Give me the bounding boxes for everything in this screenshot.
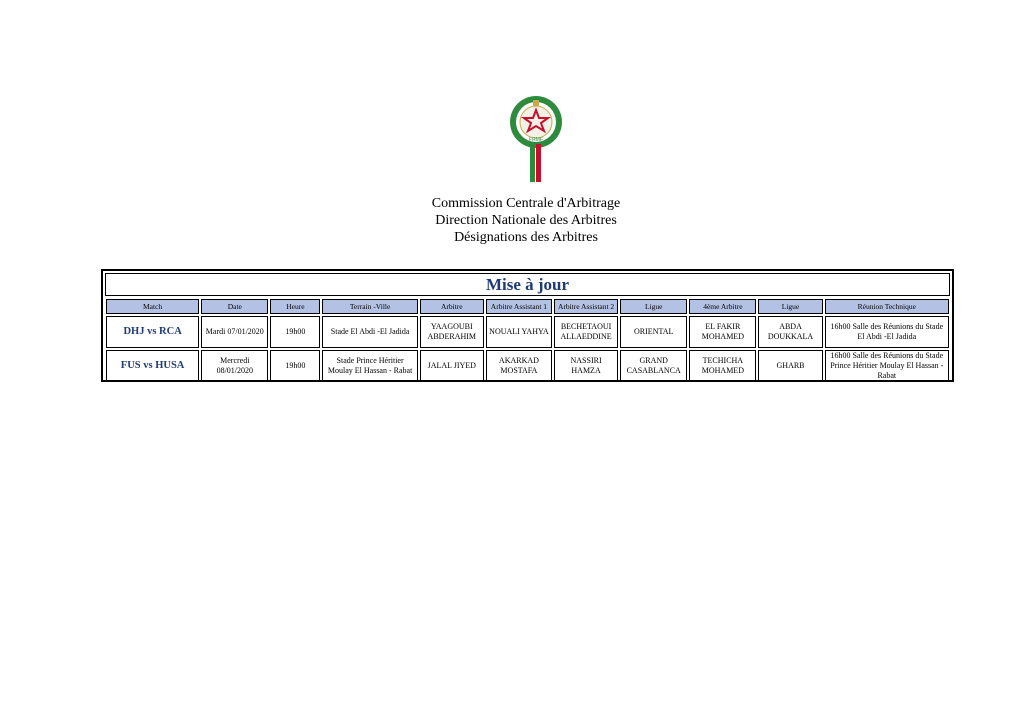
col-header-match: Match xyxy=(106,299,199,314)
cell-ligue: ORIENTAL xyxy=(620,316,687,348)
designations-table xyxy=(101,269,954,382)
cell-arbitre: JALAL JIYED xyxy=(420,350,484,382)
cell-ligue-2: GHARB xyxy=(758,350,822,382)
table-row xyxy=(106,316,949,348)
cell-ligue: GRAND CASABLANCA xyxy=(620,350,687,382)
cell-ligue-2: ABDA DOUKKALA xyxy=(758,316,822,348)
col-header-ligue: Ligue xyxy=(620,299,687,314)
heading-line-direction: Direction Nationale des Arbitres xyxy=(435,213,617,228)
cell-terrain: Stade Prince Héritier Moulay El Hassan - Rabat xyxy=(322,350,417,382)
col-header-assistant-2: Arbitre Assistant 2 xyxy=(554,299,618,314)
cell-heure: 19h00 xyxy=(270,316,320,348)
heading-line-commission: Commission Centrale d'Arbitrage xyxy=(431,196,621,211)
col-header-4eme-arbitre: 4ème Arbitre xyxy=(689,299,756,314)
table-row xyxy=(106,350,949,382)
cell-heure: 19h00 xyxy=(270,350,320,382)
cell-assistant-2: NASSIRI HAMZA xyxy=(554,350,618,382)
cell-4eme-arbitre: TECHICHA MOHAMED xyxy=(689,350,756,382)
table-banner: Mise à jour xyxy=(105,273,950,296)
cell-date: Mardi 07/01/2020 xyxy=(201,316,268,348)
page-heading xyxy=(0,195,1024,246)
cell-reunion: 16h00 Salle des Réunions du Stade Prince Héritier Moulay El Hassan - Rabat xyxy=(825,350,949,382)
frmf-emblem-icon xyxy=(508,86,564,186)
col-header-assistant-1: Arbitre Assistant 1 xyxy=(486,299,552,314)
cell-match: FUS vs HUSA xyxy=(106,350,199,382)
cell-4eme-arbitre: EL FAKIR MOHAMED xyxy=(689,316,756,348)
cell-assistant-1: AKARKAD MOSTAFA xyxy=(486,350,552,382)
cell-arbitre: YAAGOUBI ABDERAHIM xyxy=(420,316,484,348)
logo-text: FRMF xyxy=(529,137,543,143)
cell-assistant-2: BECHETAOUI ALLAEDDINE xyxy=(554,316,618,348)
col-header-heure: Heure xyxy=(270,299,320,314)
table-header-row xyxy=(106,299,949,314)
cell-assistant-1: NOUALI YAHYA xyxy=(486,316,552,348)
heading-line-designations: Désignations des Arbitres xyxy=(454,230,598,245)
col-header-reunion: Réunion Technique xyxy=(825,299,949,314)
cell-date: Mercredi 08/01/2020 xyxy=(201,350,268,382)
cell-match: DHJ vs RCA xyxy=(106,316,199,348)
col-header-terrain: Terrain -Ville xyxy=(322,299,417,314)
col-header-ligue-2: Ligue xyxy=(758,299,822,314)
col-header-date: Date xyxy=(201,299,268,314)
col-header-arbitre: Arbitre xyxy=(420,299,484,314)
cell-reunion: 16h00 Salle des Réunions du Stade El Abdi -El Jadida xyxy=(825,316,949,348)
cell-terrain: Stade El Abdi -El Jadida xyxy=(322,316,417,348)
